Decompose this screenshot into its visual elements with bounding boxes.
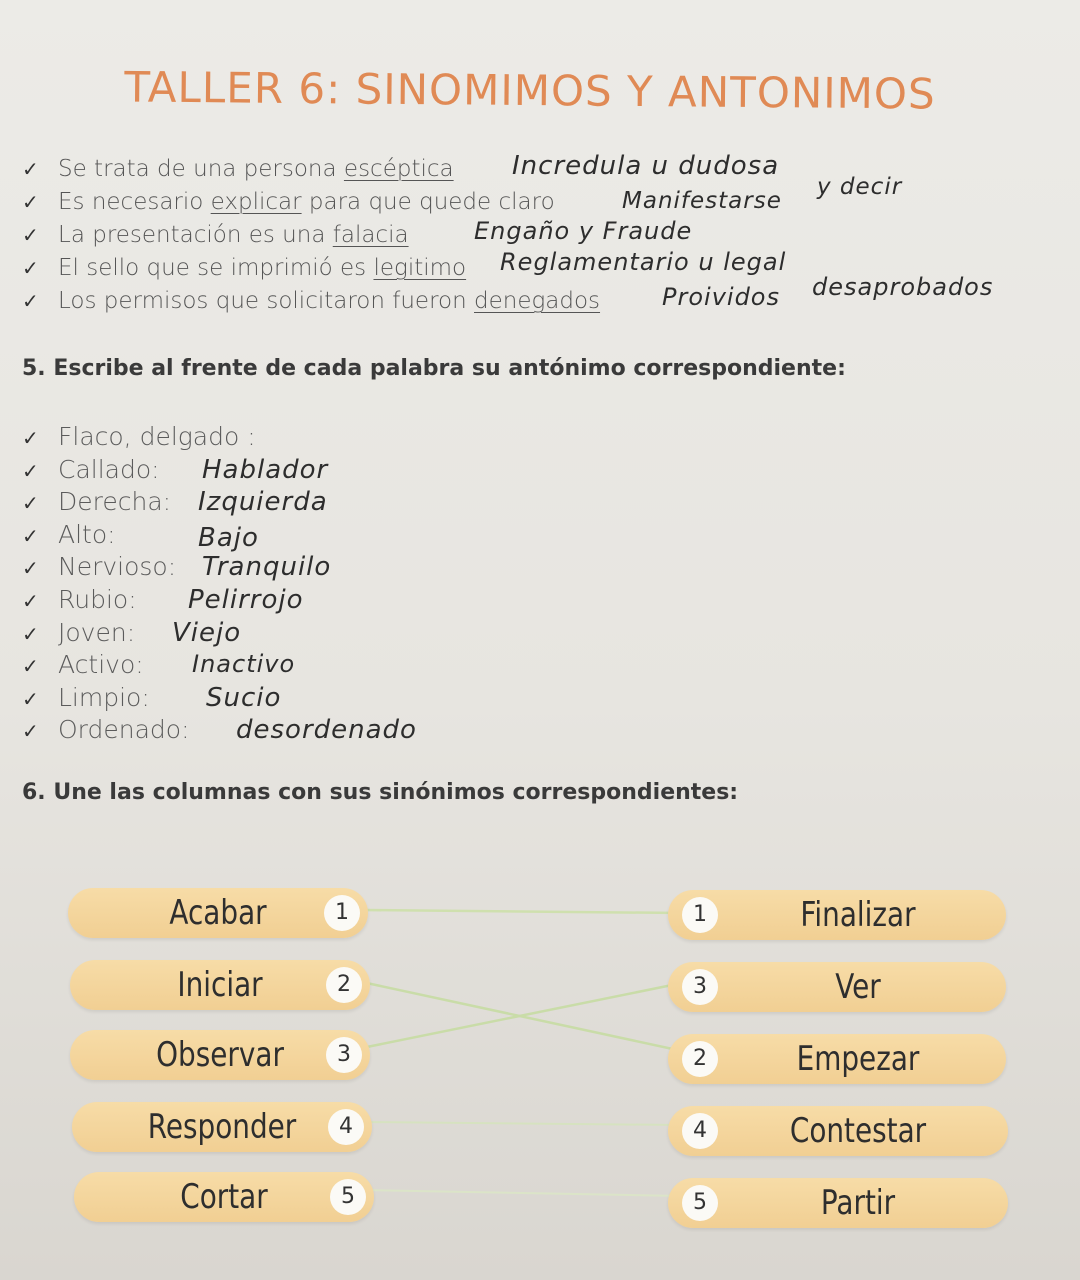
left-number: 1 bbox=[324, 895, 360, 931]
left-word: Acabar bbox=[169, 893, 267, 933]
check-icon: ✓ bbox=[22, 590, 39, 613]
antonym-answer: Hablador bbox=[202, 454, 329, 485]
handwritten-answer: Manifestarse bbox=[622, 188, 782, 214]
sentence-prefix: La presentación es una bbox=[58, 222, 333, 248]
left-number: 5 bbox=[330, 1179, 366, 1215]
section-5-title: 5. Escribe al frente de cada palabra su antónimo correspondiente: bbox=[22, 356, 846, 381]
antonym-answer: Izquierda bbox=[198, 487, 328, 518]
handwritten-answer: Reglamentario u legal bbox=[500, 248, 787, 276]
antonym-word: Flaco, delgado : bbox=[58, 422, 256, 451]
left-pill[interactable] bbox=[70, 1030, 370, 1080]
handwritten-answer: Engaño y Fraude bbox=[474, 217, 693, 245]
antonym-answer: desordenado bbox=[236, 715, 417, 746]
target-word: escéptica bbox=[343, 156, 454, 182]
antonym-word: Nervioso: bbox=[58, 552, 177, 582]
antonym-answer: Pelirrojo bbox=[188, 584, 304, 615]
handwritten-answer-extra: desaprobados bbox=[812, 273, 994, 301]
handwritten-answer: Incredula u dudosa bbox=[512, 151, 780, 181]
right-word: Ver bbox=[835, 967, 881, 1007]
handwritten-answer-extra: y decir bbox=[817, 174, 903, 200]
antonym-answer: Viejo bbox=[172, 617, 242, 648]
right-pill[interactable] bbox=[668, 1106, 1008, 1156]
connector-line bbox=[362, 910, 682, 913]
antonym-answer: Inactivo bbox=[192, 650, 296, 679]
sentence-prefix: Los permisos que solicitaron fueron bbox=[58, 288, 474, 314]
right-word: Contestar bbox=[789, 1111, 927, 1151]
check-icon: ✓ bbox=[22, 493, 39, 516]
right-pill[interactable] bbox=[668, 962, 1006, 1012]
check-icon: ✓ bbox=[22, 460, 39, 483]
left-pill[interactable] bbox=[68, 888, 368, 938]
antonym-word: Limpio: bbox=[58, 682, 150, 712]
antonym-word: Alto: bbox=[58, 519, 116, 549]
check-icon: ✓ bbox=[22, 623, 39, 646]
left-number: 4 bbox=[328, 1109, 364, 1145]
right-word: Partir bbox=[820, 1183, 896, 1223]
right-number: 2 bbox=[682, 1041, 718, 1077]
left-word: Iniciar bbox=[177, 965, 263, 1005]
page-title: TALLER 6: SINOMIMOS Y ANTONIMOS bbox=[124, 62, 936, 119]
sentence-prefix: Se trata de una persona bbox=[58, 156, 344, 182]
check-icon: ✓ bbox=[22, 159, 39, 181]
left-word: Responder bbox=[147, 1107, 297, 1147]
check-icon: ✓ bbox=[22, 225, 39, 247]
left-word: Observar bbox=[156, 1035, 284, 1075]
check-icon: ✓ bbox=[22, 721, 39, 744]
check-icon: ✓ bbox=[22, 428, 39, 450]
check-icon: ✓ bbox=[22, 291, 39, 313]
antonym-word: Rubio: bbox=[58, 584, 137, 614]
right-number: 3 bbox=[682, 969, 718, 1005]
check-icon: ✓ bbox=[22, 258, 39, 280]
target-word: legitimo bbox=[373, 255, 467, 281]
antonym-answer: Tranquilo bbox=[202, 552, 332, 583]
right-pill[interactable] bbox=[668, 890, 1006, 940]
target-word: denegados bbox=[474, 288, 601, 314]
right-number: 1 bbox=[682, 897, 718, 933]
left-number: 2 bbox=[326, 967, 362, 1003]
check-icon: ✓ bbox=[22, 656, 39, 679]
check-icon: ✓ bbox=[22, 688, 39, 711]
right-pill[interactable] bbox=[668, 1034, 1006, 1084]
antonym-word: Joven: bbox=[58, 617, 136, 647]
right-number: 5 bbox=[682, 1185, 718, 1221]
left-pill[interactable] bbox=[74, 1172, 374, 1222]
antonym-answer: Sucio bbox=[206, 682, 282, 713]
connector-line bbox=[362, 1190, 682, 1196]
left-pill[interactable] bbox=[72, 1102, 372, 1152]
connector-line bbox=[362, 1122, 682, 1125]
handwritten-answer: Proividos bbox=[662, 283, 780, 311]
check-icon: ✓ bbox=[22, 558, 39, 581]
antonym-word: Derecha: bbox=[58, 487, 172, 517]
antonym-word: Activo: bbox=[58, 650, 144, 680]
antonym-answer: Bajo bbox=[198, 522, 259, 553]
antonym-word: Ordenado: bbox=[58, 715, 190, 745]
section-6-title: 6. Une las columnas con sus sinónimos correspondientes: bbox=[22, 780, 739, 805]
sentence-prefix: Es necesario bbox=[58, 189, 211, 215]
target-word: explicar bbox=[210, 189, 302, 215]
right-word: Empezar bbox=[796, 1039, 920, 1079]
check-icon: ✓ bbox=[22, 192, 39, 214]
left-word: Cortar bbox=[180, 1177, 268, 1217]
left-number: 3 bbox=[326, 1037, 362, 1073]
right-number: 4 bbox=[682, 1113, 718, 1149]
left-pill[interactable] bbox=[70, 960, 370, 1010]
right-pill[interactable] bbox=[668, 1178, 1008, 1228]
check-icon: ✓ bbox=[22, 525, 39, 548]
sentence-prefix: El sello que se imprimió es bbox=[58, 255, 374, 281]
target-word: falacia bbox=[332, 222, 409, 248]
antonym-word: Callado: bbox=[58, 454, 160, 484]
sentence-suffix: para que quede claro bbox=[301, 189, 555, 215]
right-word: Finalizar bbox=[800, 895, 916, 935]
